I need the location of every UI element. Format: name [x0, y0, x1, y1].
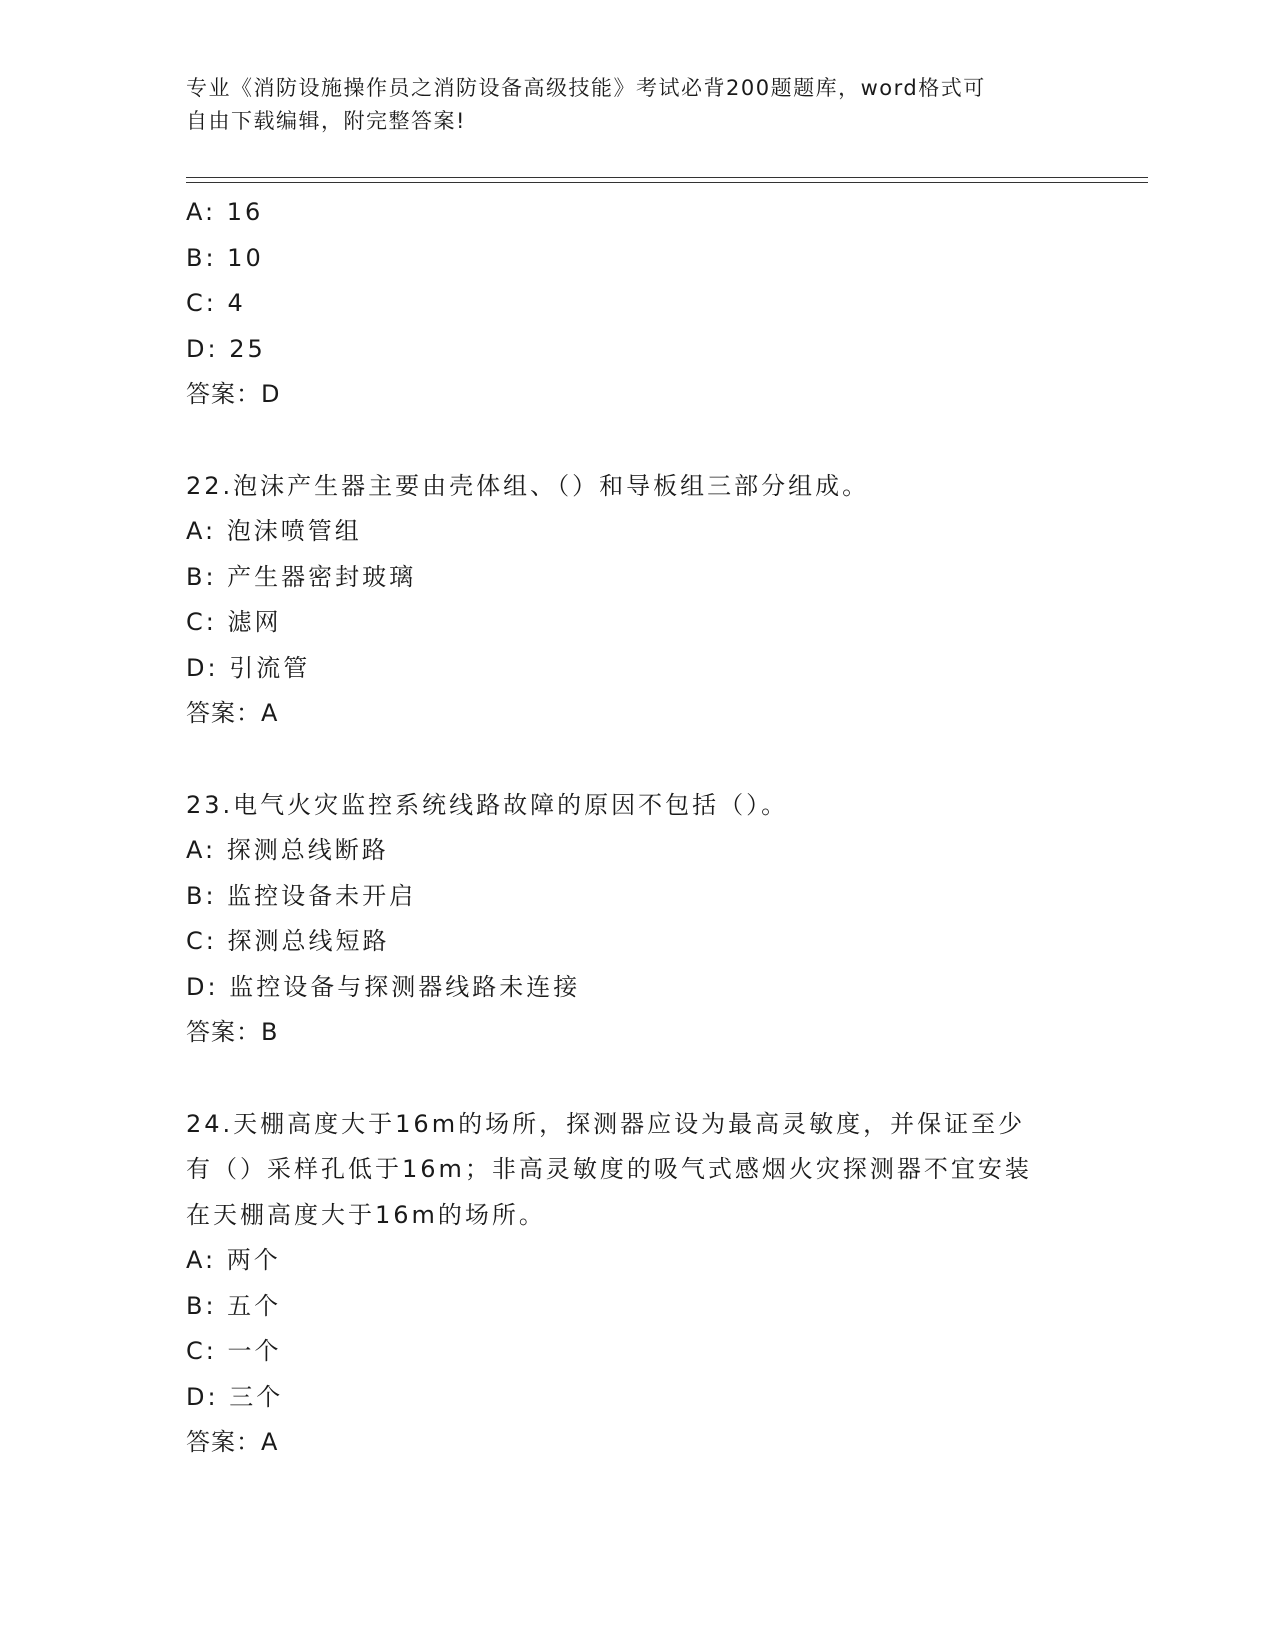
- header-line-1: 专业《消防设施操作员之消防设备高级技能》考试必背200题题库，word格式可: [186, 76, 986, 100]
- question-24: [186, 1102, 1086, 1466]
- question-22: [186, 464, 1086, 737]
- option-a: A: 两个: [186, 1246, 281, 1274]
- question-21: [186, 190, 1086, 418]
- header-line-2: 自由下载编辑，附完整答案!: [186, 109, 466, 133]
- option-c: C: 一个: [186, 1337, 282, 1365]
- option-b: B: 产生器密封玻璃: [186, 562, 417, 591]
- question-gap: [186, 737, 1086, 783]
- question-stem-line-2: 有（）采样孔低于16m；非高灵敏度的吸气式感烟火灾探测器不宜安装: [186, 1155, 1032, 1183]
- answer: 答案：B: [186, 1018, 279, 1046]
- option-d: D: 25: [186, 334, 266, 363]
- header-divider-bottom: [186, 182, 1148, 183]
- option-a: A: 探测总线断路: [186, 836, 389, 864]
- option-b: B: 五个: [186, 1291, 282, 1320]
- option-c: C: 探测总线短路: [186, 927, 390, 955]
- option-d: D: 引流管: [186, 653, 311, 682]
- option-d: D: 三个: [186, 1382, 284, 1411]
- answer: 答案：A: [186, 699, 279, 727]
- header-divider-top: [186, 177, 1148, 178]
- option-a: A: 16: [186, 198, 264, 226]
- option-b: B: 10: [186, 243, 264, 272]
- question-list: [186, 190, 1086, 1466]
- question-stem: 22.泡沫产生器主要由壳体组、（）和导板组三部分组成。: [186, 471, 870, 500]
- option-c: C: 4: [186, 289, 246, 317]
- document-header: [186, 72, 1066, 138]
- question-stem: 23.电气火灾监控系统线路故障的原因不包括（）。: [186, 790, 789, 819]
- option-c: C: 滤网: [186, 608, 282, 636]
- question-stem-line-3: 在天棚高度大于16m的场所。: [186, 1200, 546, 1229]
- option-d: D: 监控设备与探测器线路未连接: [186, 972, 581, 1001]
- question-gap: [186, 1056, 1086, 1102]
- question-stem-line-1: 24.天棚高度大于16m的场所，探测器应设为最高灵敏度，并保证至少: [186, 1109, 1026, 1138]
- answer: 答案：D: [186, 380, 281, 408]
- question-gap: [186, 418, 1086, 464]
- option-a: A: 泡沫喷管组: [186, 517, 362, 545]
- answer: 答案：A: [186, 1428, 279, 1456]
- question-23: [186, 783, 1086, 1056]
- option-b: B: 监控设备未开启: [186, 881, 417, 910]
